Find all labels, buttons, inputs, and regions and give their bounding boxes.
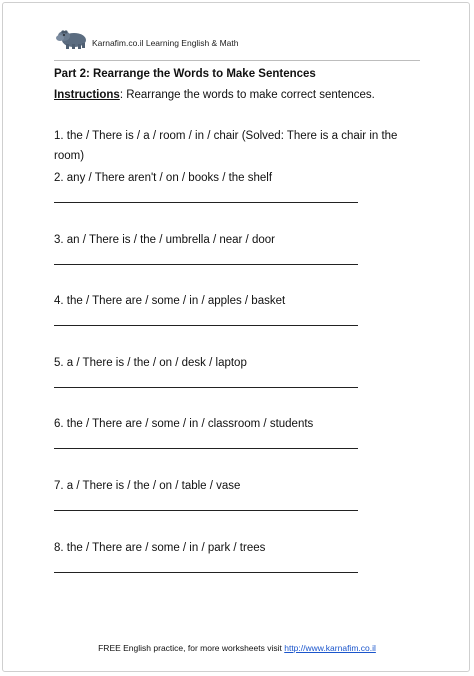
question-1: 1. the / There is / a / room / in / chair (Solved: There is a chair in the room) — [54, 130, 398, 162]
part-title: Part 2: Rearrange the Words to Make Sentences — [54, 68, 316, 80]
instructions — [54, 89, 375, 101]
question-2: 2. any / There aren't / on / books / the shelf — [54, 172, 273, 184]
answer-line-4[interactable] — [54, 325, 358, 326]
instructions-label: Instructions — [54, 89, 120, 101]
answer-line-6[interactable] — [54, 448, 358, 449]
footer-text: FREE English practice, for more worksheets visit — [98, 643, 285, 653]
site-name: Karnafim.co.il Learning English & Math — [92, 38, 239, 48]
question-8: 8. the / There are / some / in / park / trees — [54, 542, 266, 554]
answer-line-3[interactable] — [54, 264, 358, 265]
answer-line-5[interactable] — [54, 387, 358, 388]
instructions-text: : Rearrange the words to make correct sentences. — [119, 89, 375, 101]
header-divider — [54, 60, 420, 61]
question-5: 5. a / There is / the / on / desk / laptop — [54, 357, 247, 369]
hippo-logo-icon — [56, 26, 88, 50]
question-7: 7. a / There is / the / on / table / vase — [54, 480, 241, 492]
answer-line-8[interactable] — [54, 572, 358, 573]
question-3: 3. an / There is / the / umbrella / near / door — [54, 234, 275, 246]
answer-line-2[interactable] — [54, 202, 358, 203]
answer-line-7[interactable] — [54, 510, 358, 511]
question-6: 6. the / There are / some / in / classroom / students — [54, 418, 314, 430]
footer — [0, 643, 474, 653]
question-4: 4. the / There are / some / in / apples / basket — [54, 295, 286, 307]
footer-link[interactable]: http://www.karnafim.co.il — [284, 643, 376, 653]
site-header — [56, 26, 238, 50]
